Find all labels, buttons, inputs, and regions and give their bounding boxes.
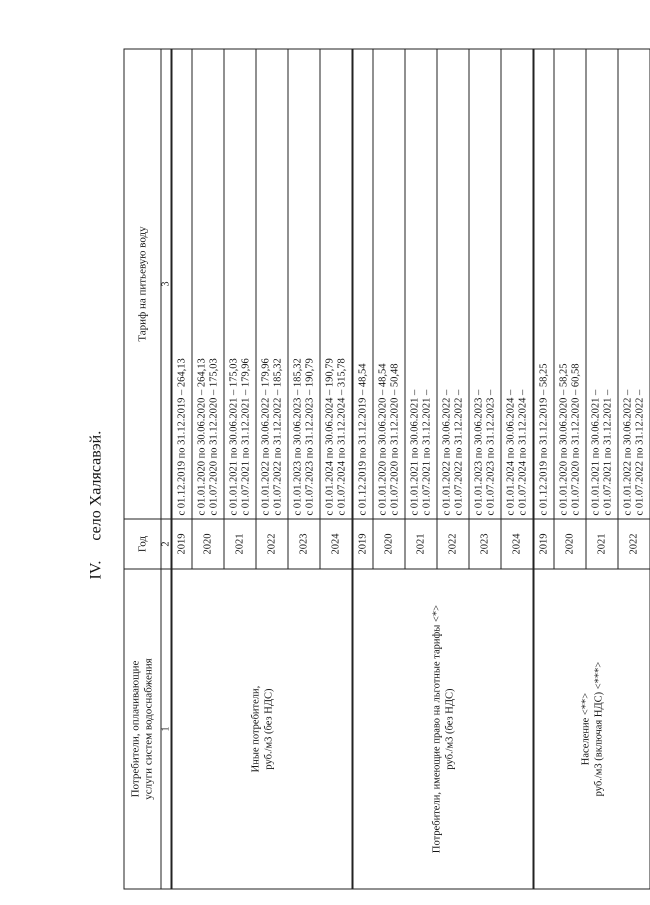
year-cell: 2019	[352, 519, 373, 569]
year-cell: 2024	[501, 519, 534, 569]
consumer-group-label: руб./м3 (включая НДС) <***>	[592, 661, 604, 796]
year-cell: 2022	[256, 519, 288, 569]
tariff-period-line: с 01.01.2020 по 30.06.2020 – 48,54	[376, 362, 388, 515]
tariff-period-line: с 01.01.2022 по 30.06.2022 –	[621, 389, 633, 515]
consumer-group-label: руб./м3 (без НДС)	[443, 687, 455, 770]
tariff-period-line: с 01.07.2020 по 31.12.2020 – 60,58	[569, 362, 581, 515]
year-cell: 2021	[405, 519, 437, 569]
tariff-period-line: с 01.12.2019 по 31.12.2019 – 264,13	[175, 357, 187, 515]
tariff-table-body	[124, 49, 650, 889]
section-title: село Халясавэй.	[87, 430, 104, 541]
tariff-period-line: с 01.07.2020 по 31.12.2020 – 50,48	[388, 362, 400, 515]
tariff-period-line: с 01.01.2021 по 30.06.2021 –	[408, 389, 420, 515]
table-row	[352, 49, 373, 889]
tariff-period-line: с 01.07.2024 по 31.12.2024 –	[516, 389, 528, 515]
tariff-cell	[405, 49, 437, 519]
tariff-period-line: с 01.07.2022 по 31.12.2022 – 185,32	[271, 357, 283, 515]
tariff-period-line: с 01.07.2024 по 31.12.2024 – 315,78	[335, 357, 347, 515]
consumer-group-cell	[171, 569, 352, 889]
year-cell: 2022	[437, 519, 469, 569]
tariff-period-line: с 01.12.2019 по 31.12.2019 – 58,25	[537, 362, 549, 515]
tariff-cell	[256, 49, 288, 519]
tariff-period-line: с 01.12.2019 по 31.12.2019 – 48,54	[356, 362, 368, 515]
tariff-period-line: с 01.07.2023 по 31.12.2023 –	[484, 389, 496, 515]
year-cell: 2020	[373, 519, 405, 569]
tariff-cell	[554, 49, 586, 519]
tariff-period-line: с 01.07.2023 по 31.12.2023 – 190,79	[303, 357, 315, 515]
tariff-period-line: с 01.01.2022 по 30.06.2022 – 179,96	[259, 357, 271, 515]
tariff-cell	[192, 49, 224, 519]
year-cell: 2024	[320, 519, 353, 569]
consumer-group-label: Иные потребители,	[249, 685, 261, 772]
consumer-group-cell	[533, 569, 650, 889]
header-year: Год	[124, 519, 161, 569]
tariff-cell	[224, 49, 256, 519]
column-number-3: 3	[161, 49, 172, 519]
tariff-cell	[171, 49, 192, 519]
tariff-cell	[533, 49, 554, 519]
table-row	[533, 49, 554, 889]
tariff-period-line: с 01.01.2021 по 30.06.2021 –	[589, 389, 601, 515]
header-tariff: Тариф на питьевую воду	[124, 49, 161, 519]
tariff-period-line: с 01.07.2021 по 31.12.2021 –	[420, 389, 432, 515]
table-header-row	[124, 49, 161, 889]
tariff-period-line: с 01.07.2022 по 31.12.2022 –	[452, 389, 464, 515]
year-cell: 2019	[171, 519, 192, 569]
tariff-cell	[501, 49, 534, 519]
column-number-1: 1	[161, 569, 172, 889]
year-cell: 2020	[192, 519, 224, 569]
consumer-group-label: Потребители, имеющие право на льготные тарифы <*>	[430, 604, 442, 853]
header-consumers-line: Потребители, оплачивающие	[129, 660, 141, 797]
tariff-period-line: с 01.07.2021 по 31.12.2021 –	[601, 389, 613, 515]
year-cell: 2023	[288, 519, 320, 569]
table-row	[171, 49, 192, 889]
section-number: IV.	[87, 560, 104, 579]
column-number-row	[161, 49, 172, 889]
tariff-period-line: с 01.01.2022 по 30.06.2022 –	[440, 389, 452, 515]
section-heading	[87, 430, 105, 579]
year-cell: 2023	[469, 519, 501, 569]
consumer-group-cell	[352, 569, 533, 889]
tariff-period-line: с 01.01.2020 по 30.06.2020 – 58,25	[557, 362, 569, 515]
tariff-period-line: с 01.07.2021 по 31.12.2021 – 179,96	[239, 357, 251, 515]
tariff-cell	[618, 49, 650, 519]
tariff-period-line: с 01.07.2020 по 31.12.2020 – 175,03	[207, 357, 219, 515]
tariff-cell	[320, 49, 353, 519]
consumer-group-label: Население <**>	[579, 692, 591, 765]
tariff-period-line: с 01.01.2023 по 30.06.2023 – 185,32	[291, 357, 303, 515]
year-cell: 2022	[618, 519, 650, 569]
tariff-period-line: с 01.01.2021 по 30.06.2021 – 175,03	[227, 357, 239, 515]
tariff-cell	[288, 49, 320, 519]
tariff-cell	[373, 49, 405, 519]
tariff-period-line: с 01.01.2023 по 30.06.2023 –	[472, 389, 484, 515]
header-consumers-line: услуги систем водоснабжения	[142, 657, 154, 800]
tariff-cell	[352, 49, 373, 519]
header-consumers	[124, 569, 161, 889]
tariff-period-line: с 01.01.2024 по 30.06.2024 –	[504, 389, 516, 515]
tariff-period-line: с 01.01.2024 по 30.06.2024 – 190,79	[323, 357, 335, 515]
consumer-group-label: руб./м3 (без НДС)	[262, 687, 274, 770]
tariff-cell	[469, 49, 501, 519]
year-cell: 2021	[586, 519, 618, 569]
year-cell: 2020	[554, 519, 586, 569]
tariff-period-line: с 01.01.2020 по 30.06.2020 – 264,13	[195, 357, 207, 515]
column-number-2: 2	[161, 519, 172, 569]
tariff-cell	[437, 49, 469, 519]
tariff-table	[123, 48, 650, 889]
year-cell: 2019	[533, 519, 554, 569]
year-cell: 2021	[224, 519, 256, 569]
tariff-cell	[586, 49, 618, 519]
tariff-period-line: с 01.07.2022 по 31.12.2022 –	[633, 389, 645, 515]
